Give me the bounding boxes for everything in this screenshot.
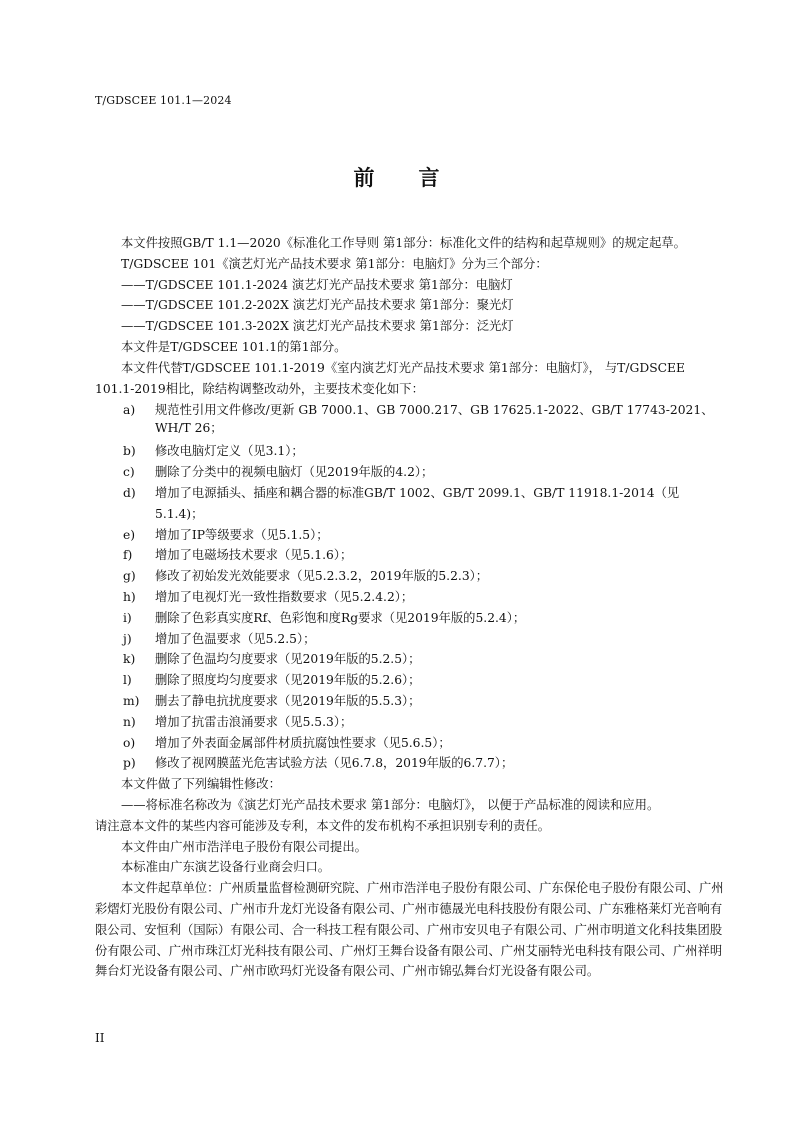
- list-item: [95, 629, 727, 650]
- part-line: ——T/GDSCEE 101.2-202X 演艺灯光产品技术要求 第1部分：聚光灯: [121, 298, 514, 313]
- proposed-by: 本文件由广州市浩洋电子股份有限公司提出。: [121, 839, 367, 854]
- replaces-paragraph: 本文件代替T/GDSCEE 101.1-2019《室内演艺灯光产品技术要求 第1部分：电脑灯》， 与T/GDSCEE 101.1-2019相比，除结构调整改动外，主要技术变化如下：: [95, 360, 685, 396]
- list-item-label: h): [123, 589, 136, 604]
- list-item-text: 删除了分类中的视频电脑灯（见2019年版的4.2）；: [155, 465, 434, 480]
- list-item-label: g): [123, 569, 136, 584]
- list-item-label: b): [123, 444, 136, 459]
- list-item-text: 增加了色温要求（见5.2.5）；: [155, 631, 316, 646]
- foreword-body: [95, 233, 727, 982]
- list-item-text: 删除了色彩真实度Rf、色彩饱和度Rg要求（见2019年版的5.2.4）；: [155, 610, 526, 625]
- list-item: [95, 566, 727, 587]
- editorial-heading: 本文件做了下列编辑性修改：: [121, 777, 281, 792]
- list-item-label: a): [123, 403, 136, 418]
- list-item: [95, 399, 727, 441]
- patent-notice: 请注意本文件的某些内容可能涉及专利，本文件的发布机构不承担识别专利的责任。: [95, 818, 550, 833]
- list-item-text: 规范性引用文件修改/更新 GB 7000.1、GB 7000.217、GB 17625.1-2022、GB/T 17743-2021、WH/T 26；: [155, 403, 714, 436]
- list-item-text: 增加了电源插头、插座和耦合器的标准GB/T 1002、GB/T 2099.1、GB/T 11918.1-2014（见5.1.4)；: [155, 485, 680, 521]
- list-item-label: c): [123, 465, 135, 480]
- series-paragraph: T/GDSCEE 101《演艺灯光产品技术要求 第1部分：电脑灯》分为三个部分：: [121, 256, 548, 271]
- list-item-text: 删除了照度均匀度要求（见2019年版的5.2.6）；: [155, 673, 421, 688]
- title-char-1: 前: [353, 165, 375, 190]
- list-item-label: f): [123, 548, 133, 563]
- list-item: [95, 670, 727, 691]
- list-item-text: 增加了IP等级要求（见5.1.5）；: [155, 527, 329, 542]
- list-item-text: 修改电脑灯定义（见3.1）；: [155, 444, 304, 459]
- list-item: [95, 483, 727, 525]
- list-item-text: 增加了外表面金属部件材质抗腐蚀性要求（见5.6.5）；: [155, 735, 451, 750]
- list-item-label: i): [123, 610, 132, 625]
- this-part-paragraph: 本文件是T/GDSCEE 101.1的第1部分。: [121, 339, 347, 354]
- list-item: [95, 753, 727, 774]
- list-item: [95, 649, 727, 670]
- editorial-item: ——将标准名称改为《演艺灯光产品技术要求 第1部分：电脑灯》， 以便于产品标准的阅读和应用。: [121, 797, 660, 812]
- page-number: II: [95, 1031, 105, 1045]
- list-item-text: 删去了静电抗扰度要求（见2019年版的5.5.3）；: [155, 693, 421, 708]
- list-item: [95, 525, 727, 546]
- list-item: [95, 587, 727, 608]
- list-item-label: k): [123, 652, 136, 667]
- list-item-label: n): [123, 714, 136, 729]
- list-item: [95, 733, 727, 754]
- managed-by: 本标准由广东演艺设备行业商会归口。: [121, 860, 331, 875]
- list-item-label: p): [123, 756, 136, 771]
- list-item-label: l): [123, 673, 132, 688]
- list-item-label: e): [123, 527, 136, 542]
- list-item: [95, 441, 727, 462]
- list-item-text: 修改了视网膜蓝光危害试验方法（见6.7.8，2019年版的6.7.7）；: [155, 756, 514, 771]
- list-item: [95, 712, 727, 733]
- list-item-label: j): [123, 631, 132, 646]
- list-item-text: 增加了电磁场技术要求（见5.1.6）；: [155, 548, 353, 563]
- list-item-text: 修改了初始发光效能要求（见5.2.3.2，2019年版的5.2.3）；: [155, 569, 489, 584]
- drafting-units: 本文件起草单位：广州质量监督检测研究院、广州市浩洋电子股份有限公司、广东保伦电子股份有限公司、广州彩熠灯光股份有限公司、广州市升龙灯光设备有限公司、广州市德晟光电科技股份有限公司、广东雅格莱灯光音响有限公司、安恒利（国际）有限公司、合一科技工程有限公司、广州市安贝电子有限公司、广州市明道文化科技集团股份有限公司、广州市珠江灯光科技有限公司、广州灯王舞台设备有限公司、广州艾丽特光电科技有限公司、广州祥明舞台灯光设备有限公司、广州市欧玛灯光设备有限公司、广州市锦弘舞台灯光设备有限公司。: [95, 881, 724, 979]
- list-item: [95, 545, 727, 566]
- changes-list: [95, 399, 727, 774]
- list-item: [95, 691, 727, 712]
- list-item-label: m): [123, 693, 140, 708]
- list-item: [95, 608, 727, 629]
- document-id-header: T/GDSCEE 101.1—2024: [95, 94, 232, 107]
- list-item-label: d): [123, 485, 136, 500]
- page-title: [0, 162, 793, 192]
- list-item: [95, 462, 727, 483]
- list-item-text: 增加了抗雷击浪涌要求（见5.5.3）；: [155, 714, 353, 729]
- list-item-text: 删除了色温均匀度要求（见2019年版的5.2.5）；: [155, 652, 421, 667]
- part-line: ——T/GDSCEE 101.1-2024 演艺灯光产品技术要求 第1部分：电脑灯: [121, 277, 513, 292]
- part-line: ——T/GDSCEE 101.3-202X 演艺灯光产品技术要求 第1部分：泛光灯: [121, 319, 514, 334]
- list-item-text: 增加了电视灯光一致性指数要求（见5.2.4.2）；: [155, 589, 414, 604]
- title-char-2: 言: [418, 165, 440, 190]
- list-item-label: o): [123, 735, 136, 750]
- intro-paragraph: 本文件按照GB/T 1.1—2020《标准化工作导则 第1部分：标准化文件的结构和起草规则》的规定起草。: [121, 236, 686, 250]
